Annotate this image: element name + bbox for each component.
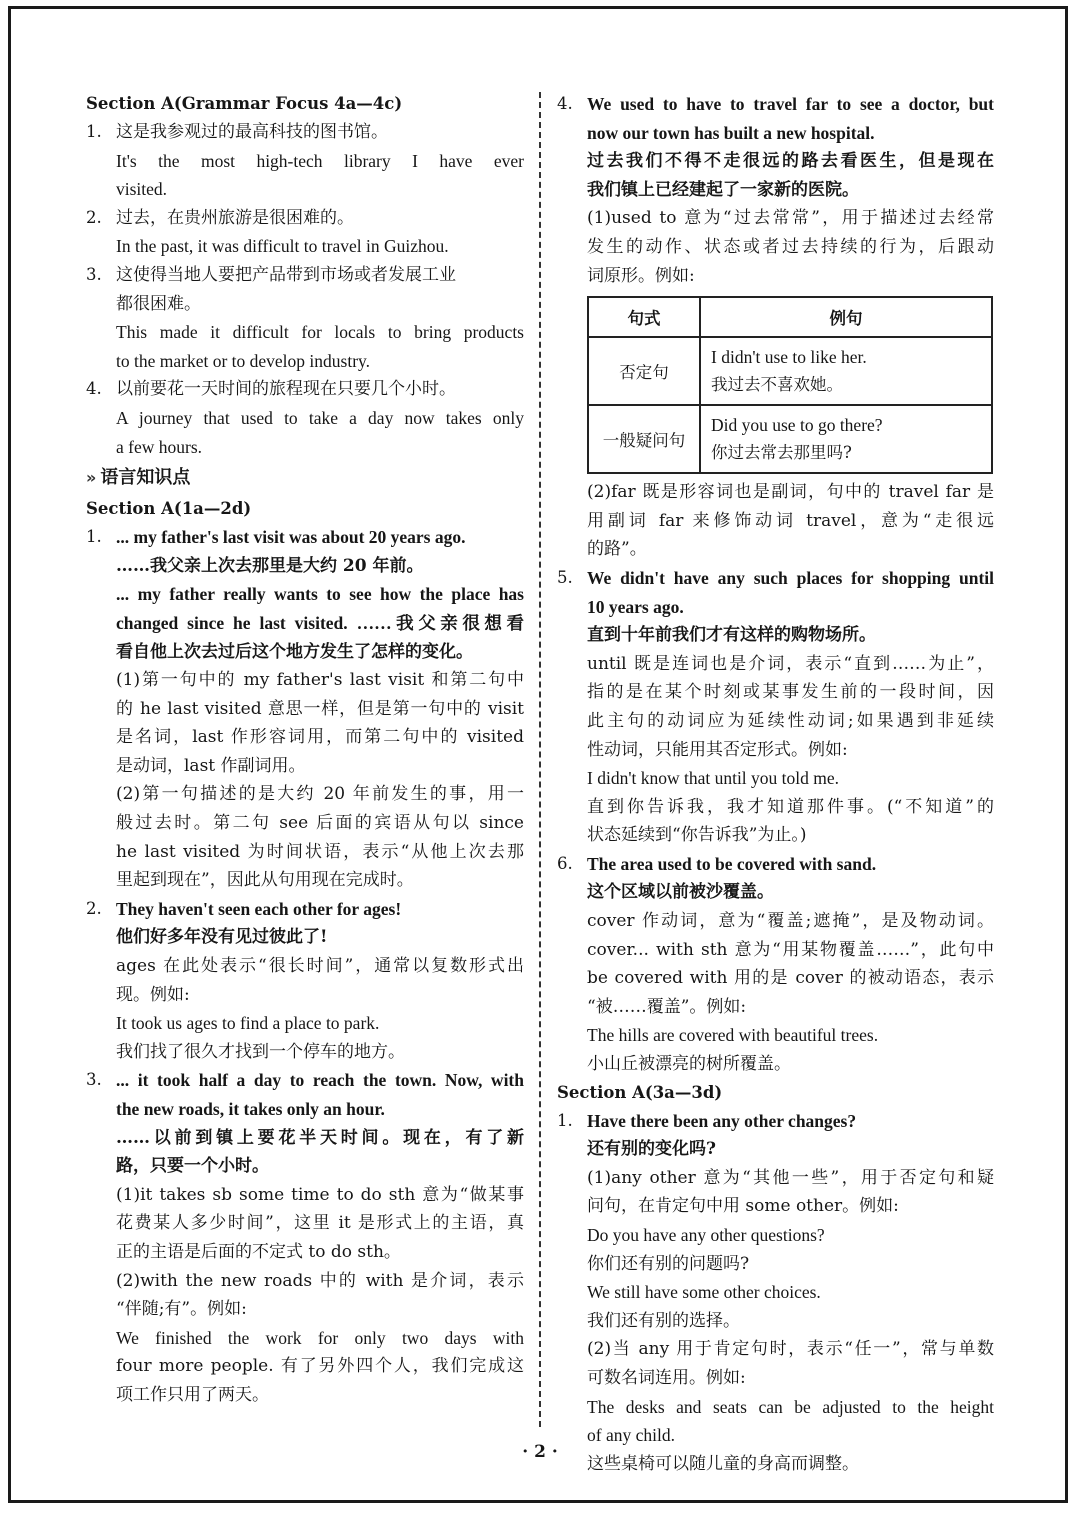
item-number: 3. — [86, 1070, 102, 1090]
key-sentence: the new roads, it takes only an hour. — [116, 1099, 385, 1119]
text-line: It took us ages to find a place to park. — [116, 1013, 380, 1034]
key-sentence: They haven't seen each other for ages! — [116, 898, 402, 919]
text-line: 以前要花一天时间的旅程现在只要几个小时。 — [116, 379, 456, 400]
text-line: 发生的动作、状态或者过去持续的行为，后跟动 — [587, 236, 994, 257]
key-sentence: ... my father really wants to see how the place has — [116, 584, 524, 605]
text-line: 花费某人多少时间”，这里 it 是形式上的主语，真 — [116, 1213, 524, 1234]
section-title: Section A(3a—3d) — [557, 1082, 723, 1102]
list-item — [557, 1107, 994, 1479]
text-line: 词原形。例如: — [587, 265, 695, 286]
text-line: “被……覆盖”。例如: — [587, 996, 747, 1017]
text-line: 问句，在肯定句中用 some other。例如: — [587, 1196, 899, 1217]
text-line: ages 在此处表示“很长时间”，通常以复数形式出 — [116, 956, 524, 977]
key-sentence: 我们镇上已经建起了一家新的医院。 — [587, 179, 859, 200]
list-item — [86, 204, 524, 261]
list-item — [86, 261, 524, 375]
key-sentence: ……以前到镇上要花半天时间。现在，有了新 — [116, 1127, 524, 1148]
text-line: (1)any other 意为“其他一些”，用于否定句和疑 — [587, 1167, 994, 1188]
text-line: Do you have any other questions? — [587, 1225, 825, 1245]
key-sentence: 还有别的变化吗? — [587, 1139, 716, 1160]
page-number: · 2 · — [522, 1442, 558, 1462]
text-line: 小山丘被漂亮的树所覆盖。 — [587, 1054, 791, 1075]
table-header: 例句 — [700, 297, 992, 337]
key-sentence: The area used to be covered with sand. — [587, 853, 877, 874]
text-line: (2)第一句描述的是大约 20 年前发生的事，用一 — [116, 784, 524, 805]
text-line: visited. — [116, 179, 168, 200]
text-line: I didn't know that until you told me. — [587, 768, 840, 789]
table-cell — [700, 337, 992, 405]
item-number: 6. — [557, 853, 573, 873]
text-line: he last visited 为时间状语，表示“从他上次去那 — [116, 841, 524, 862]
key-sentence: We used to have to travel far to see a doctor, but — [587, 94, 994, 114]
text-line: 用副词 far 来修饰动词 travel，意为“走很远 — [587, 510, 994, 531]
key-sentence: 路，只要一个小时。 — [116, 1156, 269, 1177]
text-line: 是名词，last 作形容词用，而第二句中的 visited — [116, 727, 524, 748]
text-line: 项工作只用了两天。 — [116, 1384, 269, 1405]
text-line: 你们还有别的问题吗? — [587, 1253, 750, 1274]
left-column — [86, 90, 524, 1410]
key-sentence: ... my father's last visit was about 20 years ago. — [116, 527, 466, 548]
text-line: cover... with sth 意为“用某物覆盖……”，此句中 — [587, 939, 994, 960]
item-number: 4. — [557, 94, 573, 113]
key-sentence: 他们好多年没有见过彼此了! — [116, 927, 328, 948]
right-column — [557, 90, 994, 1478]
text-line: We still have some other choices. — [587, 1282, 821, 1303]
text-line: 正的主语是后面的不定式 to do sth。 — [116, 1241, 401, 1262]
item-number: 5. — [557, 567, 573, 587]
text-line: a few hours. — [116, 436, 203, 457]
key-sentence: ……我父亲上次去那里是大约 20 年前。 — [116, 555, 424, 576]
text-line: 这使得当地人要把产品带到市场或者发展工业 — [116, 264, 456, 285]
text-line: This made it difficult for locals to bring products — [116, 322, 524, 343]
key-sentence: 看自他上次去过后这个地方发生了怎样的变化。 — [116, 641, 473, 662]
text-line: to the market or to develop industry. — [116, 350, 371, 371]
list-item — [86, 523, 524, 895]
section-title: Section A(1a—2d) — [86, 499, 252, 519]
list-item — [86, 375, 524, 461]
text-line: 都很困难。 — [116, 293, 201, 314]
item-number: 1. — [86, 122, 102, 141]
key-sentence: 直到十年前我们才有这样的购物场所。 — [587, 625, 876, 646]
double-chevron-icon: » — [86, 468, 97, 488]
text-line: 指的是在某个时刻或某事发生前的一段时间，因 — [587, 682, 994, 703]
example-en: I didn't use to like her. — [711, 347, 867, 368]
text-line: 是动词，last 作副词用。 — [116, 755, 306, 776]
text-line: It's the most high-tech library I have ever — [116, 150, 524, 171]
text-line: 的 he last visited 意思一样，但是第一句中的 visit — [116, 698, 524, 719]
section-title: Section A(Grammar Focus 4a—4c) — [86, 94, 403, 113]
item-number: 4. — [86, 379, 102, 399]
text-line: be covered with 用的是 cover 的被动语态，表示 — [587, 968, 994, 989]
text-line: 我们找了很久才找到一个停车的地方。 — [116, 1041, 405, 1062]
table-header: 句式 — [588, 297, 700, 337]
text-line: 性动词，只能用其否定形式。例如: — [587, 739, 848, 760]
text-line: of any child. — [587, 1425, 675, 1446]
text-line: (2)当 any 用于肯定句时，表示“任一”，常与单数 — [587, 1339, 994, 1360]
key-sentence: 过去我们不得不走很远的路去看医生，但是现在 — [587, 151, 994, 172]
text-line: 此主句的动词应为延续性动词;如果遇到非延续 — [587, 710, 994, 731]
table-cell: 一般疑问句 — [588, 405, 700, 473]
text-line: until 既是连词也是介词，表示“直到……为止”， — [587, 653, 994, 674]
example-zh: 我过去不喜欢她。 — [711, 375, 843, 395]
text-line: (1)it takes sb some time to do sth 意为“做某事 — [116, 1184, 524, 1205]
key-sentence: 这个区域以前被沙覆盖。 — [587, 882, 774, 903]
item-number: 2. — [86, 898, 102, 918]
list-item — [557, 90, 994, 564]
key-sentence: 10 years ago. — [587, 596, 684, 617]
item-number: 1. — [557, 1110, 573, 1130]
text-line: 我们还有别的选择。 — [587, 1310, 740, 1331]
text-line: “伴随;有”。例如: — [116, 1299, 247, 1320]
key-sentence: Have there been any other changes? — [587, 1110, 857, 1131]
text-line: 现。例如: — [116, 984, 190, 1005]
table-cell — [700, 405, 992, 473]
text-line: 这些桌椅可以随儿童的身高而调整。 — [587, 1453, 859, 1474]
text-line: We finished the work for only two days with — [116, 1327, 524, 1348]
list-item — [557, 850, 994, 1079]
key-sentence: now our town has built a new hospital. — [587, 122, 875, 143]
item-number: 2. — [86, 207, 102, 227]
key-sentence: ... it took half a day to reach the town. Now, with — [116, 1070, 524, 1091]
heading-label: 语言知识点 — [100, 467, 191, 489]
usage-table — [587, 296, 993, 474]
item-number: 1. — [86, 527, 102, 547]
text-line: The hills are covered with beautiful trees. — [587, 1025, 879, 1046]
key-sentence: We didn't have any such places for shopping until — [587, 567, 994, 588]
text-line: 里起到现在”，因此从句用现在完成时。 — [116, 870, 414, 891]
example-en: Did you use to go there? — [711, 415, 883, 436]
text-line: 直到你告诉我，我才知道那件事。(“不知道”的 — [587, 796, 994, 817]
table-row — [588, 405, 992, 473]
list-item — [86, 118, 524, 204]
text-line: The desks and seats can be adjusted to the height — [587, 1396, 994, 1417]
text-line: (2)with the new roads 中的 with 是介词，表示 — [116, 1270, 524, 1291]
column-divider — [539, 92, 541, 1427]
table-header-row — [588, 297, 992, 337]
text-line: 的路”。 — [587, 539, 647, 560]
text-line: 般过去时。第二句 see 后面的宾语从句以 since — [116, 813, 524, 834]
text-line: (2)far 既是形容词也是副词，句中的 travel far 是 — [587, 482, 994, 503]
text-line: four more people. 有了另外四个人，我们完成这 — [116, 1356, 524, 1377]
text-line: cover 作动词，意为“覆盖;遮掩”，是及物动词。 — [587, 911, 994, 932]
text-line: (1)第一句中的 my father's last visit 和第二句中 — [116, 670, 524, 691]
text-line: 状态延续到“你告诉我”为止。) — [587, 825, 807, 846]
knowledge-heading — [86, 461, 524, 495]
text-line: (1)used to 意为“过去常常”，用于描述过去经常 — [587, 208, 994, 229]
example-zh: 你过去常去那里吗? — [711, 443, 852, 463]
list-item — [86, 895, 524, 1067]
text-line: A journey that used to take a day now takes only — [116, 407, 524, 428]
table-row — [588, 337, 992, 405]
text-line: 这是我参观过的最高科技的图书馆。 — [116, 122, 388, 142]
text-line: 可数名词连用。例如: — [587, 1367, 746, 1388]
key-sentence: changed since he last visited. ……我父亲很想看 — [116, 612, 524, 633]
list-item — [557, 564, 994, 850]
item-number: 3. — [86, 264, 102, 284]
table-cell: 否定句 — [588, 337, 700, 405]
text-line: In the past, it was difficult to travel in Guizhou. — [116, 236, 449, 257]
text-line: 过去，在贵州旅游是很困难的。 — [116, 207, 354, 228]
list-item — [86, 1066, 524, 1409]
